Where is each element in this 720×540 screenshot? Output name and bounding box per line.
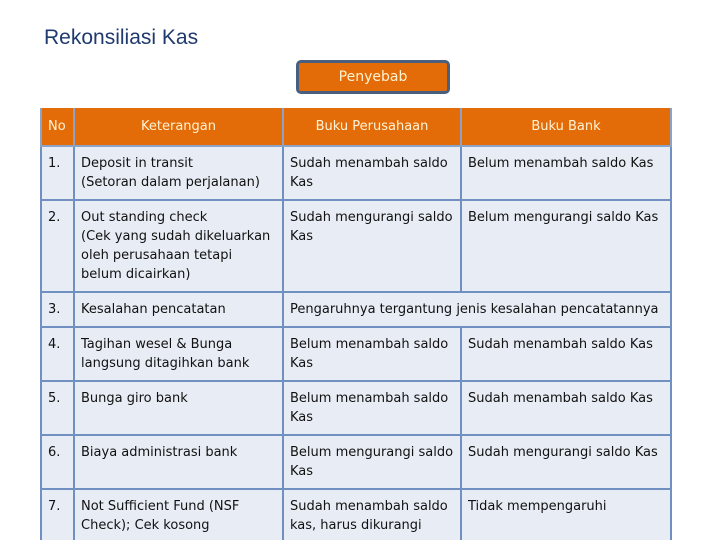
cell-no: 3. [41,292,74,327]
cell-keterangan: Tagihan wesel & Bunga langsung ditagihkan bank [74,327,283,381]
cell-no: 7. [41,489,74,540]
cell-keterangan: Out standing check (Cek yang sudah dikeluarkan oleh perusahaan tetapi belum dicairkan) [74,200,283,292]
cell-no: 4. [41,327,74,381]
header-row [41,108,671,146]
cell-buku-bank: Belum mengurangi saldo Kas [461,200,671,292]
cell-keterangan: Kesalahan pencatatan [74,292,283,327]
header-buku-perusahaan: Buku Perusahaan [283,108,461,146]
cell-buku-perusahaan: Sudah menambah saldo kas, harus dikurangi [283,489,461,540]
cell-buku-bank: Belum menambah saldo Kas [461,146,671,200]
table-row [41,489,671,540]
header-buku-bank: Buku Bank [461,108,671,146]
cell-buku-bank: Sudah menambah saldo Kas [461,381,671,435]
cell-buku-perusahaan: Belum menambah saldo Kas [283,327,461,381]
cell-no: 2. [41,200,74,292]
reconciliation-table [40,108,672,540]
cell-buku-perusahaan: Belum menambah saldo Kas [283,381,461,435]
cell-buku-bank: Sudah menambah saldo Kas [461,327,671,381]
table-row [41,435,671,489]
table-row [41,200,671,292]
cell-keterangan: Biaya administrasi bank [74,435,283,489]
cell-keterangan: Deposit in transit (Setoran dalam perjalanan) [74,146,283,200]
cell-buku-perusahaan: Sudah mengurangi saldo Kas [283,200,461,292]
cell-keterangan: Not Sufficient Fund (NSF Check); Cek kosong [74,489,283,540]
table-row [41,292,671,327]
page-title: Rekonsiliasi Kas [44,26,199,49]
penyebab-badge: Penyebab [296,60,450,94]
cell-buku-perusahaan: Sudah menambah saldo Kas [283,146,461,200]
cell-buku-bank: Tidak mempengaruhi [461,489,671,540]
table-row [41,381,671,435]
header-no: No [41,108,74,146]
header-keterangan: Keterangan [74,108,283,146]
cell-keterangan: Bunga giro bank [74,381,283,435]
cell-buku-bank: Sudah mengurangi saldo Kas [461,435,671,489]
cell-no: 1. [41,146,74,200]
cell-buku-perusahaan: Belum mengurangi saldo Kas [283,435,461,489]
table-row [41,327,671,381]
cell-merged: Pengaruhnya tergantung jenis kesalahan pencatatannya [283,292,671,327]
table-row [41,146,671,200]
cell-no: 5. [41,381,74,435]
cell-no: 6. [41,435,74,489]
